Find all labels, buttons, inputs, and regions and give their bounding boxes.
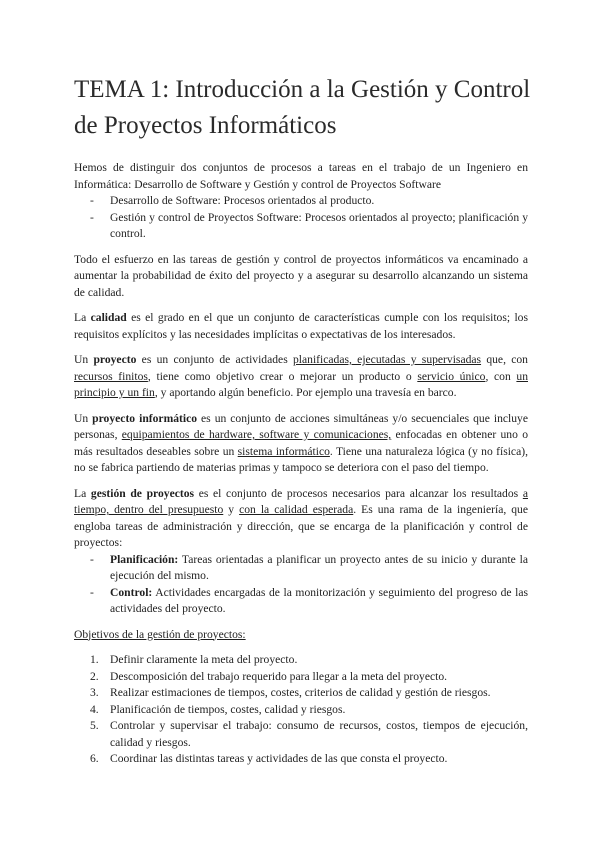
list-item: - Gestión y control de Proyectos Software: Procesos orientados al proyecto; planificación y control.: [74, 210, 528, 243]
underlined-phrase: recursos finitos: [74, 369, 148, 383]
list-item: 1. Definir claramente la meta del proyecto.: [90, 653, 298, 666]
objetivos-heading: Objetivos de la gestión de proyectos:: [74, 627, 246, 641]
underlined-phrase: a tiempo, dentro del presupuesto: [74, 486, 528, 516]
underlined-phrase: con la calidad esperada: [239, 503, 354, 516]
gestion-list: [74, 552, 528, 618]
gestion-paragraph: La gestión de proyectos es el conjunto de procesos necesarios para alcanzar los resultados a tiempo, dentro del presupuesto y con la calidad esperada. Es una rama de la ingeniería, que engloba tareas de administración y dirección, que se encarga de la planificación y control de proyectos:: [74, 486, 528, 549]
intro-paragraph: Hemos de distinguir dos conjuntos de procesos a tareas en el trabajo de un Ingeniero en Informática: Desarrollo de Software y Gestión y control de Proyectos Software: [74, 161, 528, 191]
underlined-phrase: un principio y un fin: [74, 369, 528, 399]
list-item: - Control: Actividades encargadas de la monitorización y seguimiento del progreso de las actividades del proyecto.: [74, 585, 528, 618]
proyecto-informatico-term: proyecto informático: [92, 411, 198, 425]
list-item: 4. Planificación de tiempos, costes, calidad y riesgos.: [90, 702, 346, 716]
gestion-term: gestión de proyectos: [90, 486, 195, 500]
intro-list: [74, 193, 528, 243]
list-item: 3. Realizar estimaciones de tiempos, costes, criterios de calidad y gestión de riesgos.: [90, 686, 491, 699]
calidad-term: calidad: [90, 311, 127, 324]
esfuerzo-paragraph: Todo el esfuerzo en las tareas de gestión y control de proyectos informáticos va encaminado a aumentar la probabilidad de éxito del proyecto y a asegurar su desarrollo alcanzando un sistema de calidad.: [74, 252, 528, 299]
list-item: 2. Descomposición del trabajo requerido para llegar a la meta del proyecto.: [90, 669, 448, 683]
list-item: - Planificación: Tareas orientadas a planificar un proyecto antes de su inicio y durante la ejecución del mismo.: [74, 552, 528, 585]
calidad-paragraph: La calidad es el grado en el que un conjunto de características cumple con los requisitos; los requisitos explícitos y las necesidades implícitas o expectativas de los interesados.: [74, 311, 528, 341]
proyecto-informatico-paragraph: Un proyecto informático es un conjunto de acciones simultáneas y/o secuenciales que incluye personas, equipamientos de hardware, software y comunicaciones, enfocadas en obtener uno o más resultados deseables sobre un sistema informático. Tiene una naturaleza lógica (y no física), no se fabrica partiendo de materias primas y tampoco se deteriora con el paso del tiempo.: [74, 411, 529, 474]
underlined-phrase: planificadas, ejecutadas y supervisadas: [292, 353, 482, 366]
list-item: - Desarrollo de Software: Procesos orientados al producto.: [74, 193, 528, 210]
underlined-phrase: servicio único: [417, 369, 486, 383]
objetivos-list: [74, 652, 528, 768]
page-title: TEMA 1: Introducción a la Gestión y Control de Proyectos Informáticos: [74, 76, 531, 139]
list-item: 6. Coordinar las distintas tareas y actividades de las que consta el proyecto.: [90, 752, 448, 765]
proyecto-term: proyecto: [93, 353, 137, 366]
proyecto-paragraph: Un proyecto es un conjunto de actividades planificadas, ejecutadas y supervisadas que, con recursos finitos, tiene como objetivo crear o mejorar un producto o servicio único, con un principio y un fin, y aportando algún beneficio. Por ejemplo una travesía en barco.: [74, 353, 528, 399]
underlined-phrase: equipamientos de hardware, software y comunicaciones,: [121, 428, 392, 441]
document-body: [74, 160, 528, 768]
underlined-phrase: sistema informático: [237, 444, 330, 458]
list-item: 5. Controlar y supervisar el trabajo: consumo de recursos, costos, tiempos de ejecución, calidad y riesgos.: [90, 719, 528, 749]
